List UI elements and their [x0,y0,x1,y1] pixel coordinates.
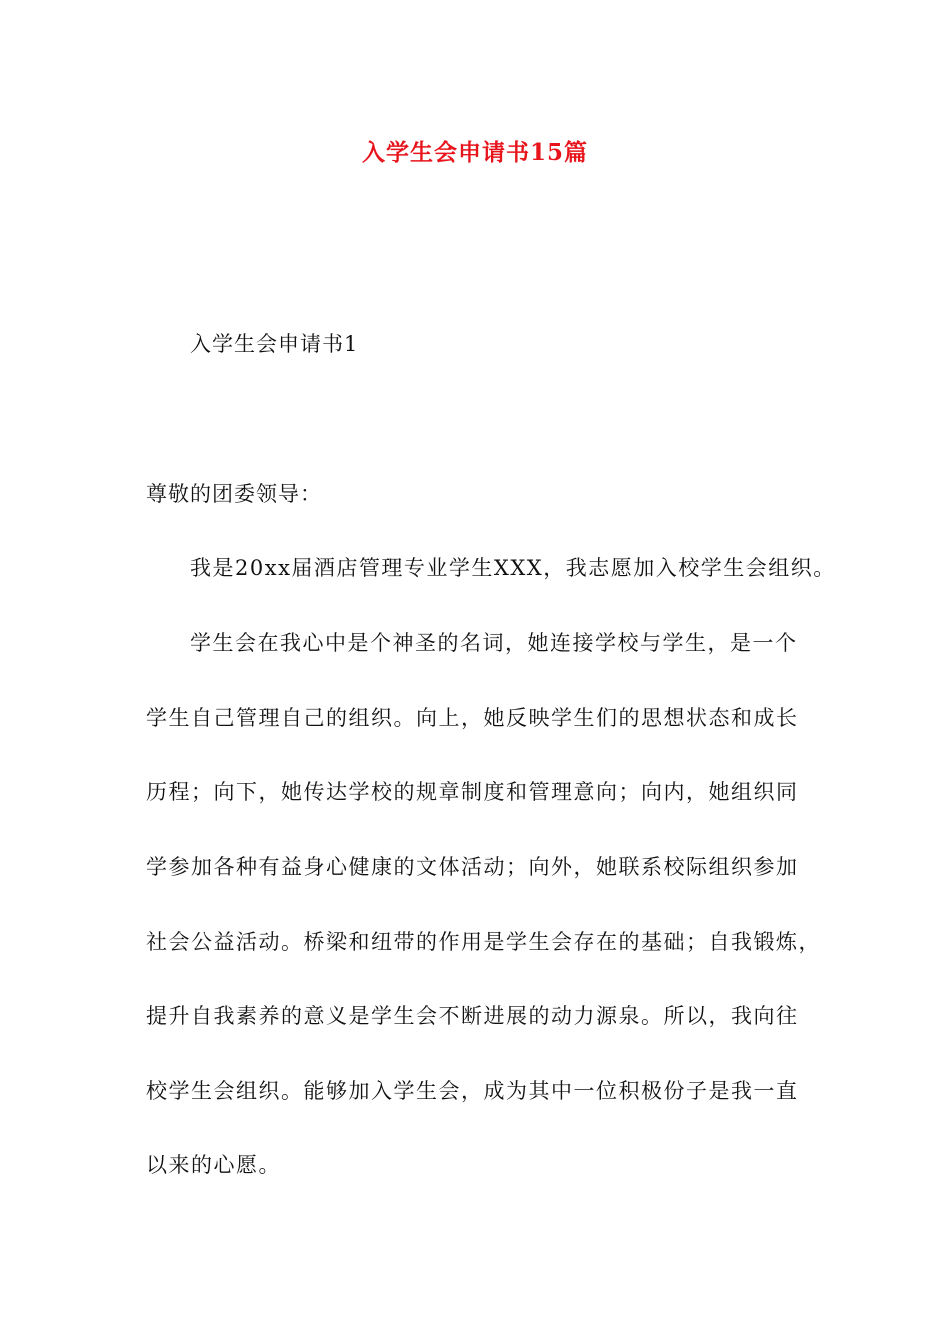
paragraph-2-line: 学生自己管理自己的组织。向上，她反映学生们的思想状态和成长 [146,706,799,730]
paragraph-2-line: 校学生会组织。能够加入学生会，成为其中一位积极份子是我一直 [146,1079,799,1103]
paragraph-2-line: 社会公益活动。桥梁和纽带的作用是学生会存在的基础；自我锻炼， [146,930,821,954]
paragraph-2-line: 学生会在我心中是个神圣的名词，她连接学校与学生，是一个 [190,631,798,655]
paragraph-2-line: 以来的心愿。 [146,1153,281,1177]
section-heading: 入学生会申请书1 [190,332,359,356]
paragraph-2-line: 提升自我素养的意义是学生会不断进展的动力源泉。所以，我向往 [146,1004,799,1028]
paragraph-1: 我是20xx届酒店管理专业学生XXX，我志愿加入校学生会组织。 [190,556,836,580]
paragraph-2-line: 学参加各种有益身心健康的文体活动；向外，她联系校际组织参加 [146,855,799,879]
paragraph-2-line: 历程；向下，她传达学校的规章制度和管理意向；向内，她组织同 [146,780,799,804]
salutation: 尊敬的团委领导： [146,482,322,506]
document-title: 入学生会申请书15篇 [361,139,588,166]
